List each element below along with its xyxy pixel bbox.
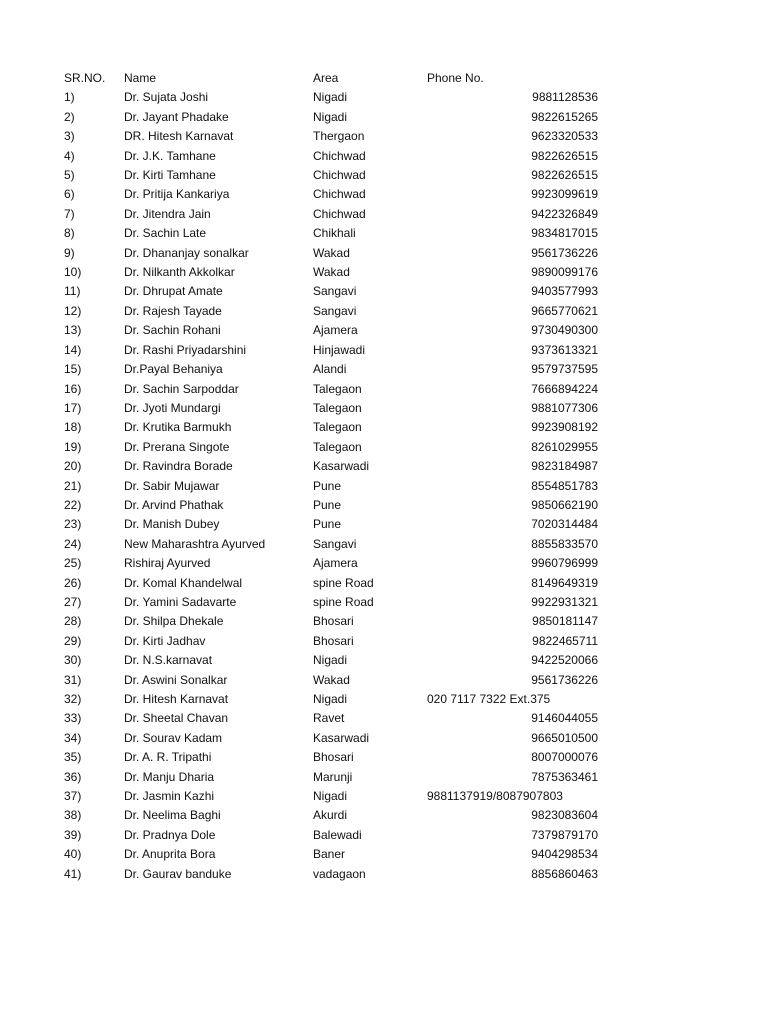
sr-no-cell: 17): [64, 400, 82, 415]
area-cell: Wakad: [313, 672, 350, 687]
name-cell: Dr. Dhananjay sonalkar: [124, 245, 249, 260]
name-cell: Dr. Yamini Sadavarte: [124, 594, 237, 609]
sr-no-cell: 21): [64, 478, 82, 493]
area-cell: Bhosari: [313, 614, 354, 629]
area-cell: Pune: [313, 517, 342, 532]
table-row: [0, 166, 768, 185]
phone-cell: 9146044055: [531, 711, 598, 726]
sr-no-cell: 41): [64, 866, 82, 881]
phone-cell: 9579737595: [531, 362, 598, 377]
table-row: [0, 787, 768, 806]
name-cell: Dr. Aswini Sonalkar: [124, 672, 228, 687]
phone-cell: 8855833570: [531, 536, 598, 551]
area-cell: Nigadi: [313, 692, 348, 706]
area-cell: Sangavi: [313, 536, 357, 551]
table-row: [0, 244, 768, 263]
sr-no-cell: 23): [64, 517, 82, 532]
sr-no-cell: 22): [64, 497, 82, 512]
name-cell: Dr. Neelima Baghi: [124, 808, 221, 823]
area-cell: spine Road: [313, 575, 374, 590]
table-row: [0, 263, 768, 282]
area-cell: Chichwad: [313, 206, 366, 221]
sr-no-cell: 33): [64, 711, 82, 726]
name-cell: Dr. Sourav Kadam: [124, 730, 223, 745]
area-cell: Wakad: [313, 265, 350, 280]
name-cell: Dr. Jayant Phadake: [124, 109, 229, 124]
sr-no-cell: 37): [64, 789, 82, 804]
phone-cell: 9730490300: [531, 323, 598, 338]
area-cell: Ajamera: [313, 556, 358, 571]
name-cell: Dr. Jyoti Mundargi: [124, 400, 221, 415]
phone-cell: 8856860463: [531, 866, 598, 881]
area-cell: Talegaon: [313, 381, 362, 396]
table-row: [0, 806, 768, 825]
table-row: [0, 88, 768, 107]
area-cell: Hinjawadi: [313, 342, 366, 357]
name-cell: Dr. Gaurav banduke: [124, 866, 232, 881]
header-name: Name: [124, 71, 157, 85]
table-row: [0, 709, 768, 728]
name-cell: Dr. Jasmin Kazhi: [124, 789, 215, 804]
phone-cell: 7666894224: [531, 381, 598, 396]
table-row: [0, 535, 768, 554]
phone-cell: 9665770621: [531, 303, 598, 318]
phone-cell: 7020314484: [531, 517, 598, 532]
sr-no-cell: 30): [64, 653, 82, 668]
table-row: [0, 418, 768, 437]
phone-cell: 9881128536: [532, 90, 598, 105]
name-cell: Dr. Pritija Kankariya: [124, 187, 230, 202]
sr-no-cell: 12): [64, 303, 82, 318]
table-row: [0, 515, 768, 534]
name-cell: Dr. Sujata Joshi: [124, 90, 209, 105]
sr-no-cell: 13): [64, 323, 82, 338]
area-cell: Nigadi: [313, 109, 348, 124]
sr-no-cell: 32): [64, 692, 82, 706]
area-cell: Pune: [313, 478, 342, 493]
name-cell: Dr. Kirti Tamhane: [124, 168, 216, 183]
table-row: [0, 554, 768, 573]
name-cell: Dr. Sachin Late: [124, 226, 207, 241]
area-cell: Chichwad: [313, 187, 366, 202]
sr-no-cell: 19): [64, 439, 82, 454]
table-row: [0, 205, 768, 224]
area-cell: Ajamera: [313, 323, 358, 338]
area-cell: Talegaon: [313, 400, 362, 415]
area-cell: Chichwad: [313, 168, 366, 183]
name-cell: Dr. Rajesh Tayade: [124, 303, 222, 318]
phone-cell: 9623320533: [531, 129, 598, 144]
phone-cell: 9422326849: [531, 206, 598, 221]
sr-no-cell: 11): [64, 284, 81, 299]
name-cell: Dr. J.K. Tamhane: [124, 148, 216, 163]
area-cell: spine Road: [313, 594, 374, 609]
area-cell: Baner: [313, 847, 346, 862]
sr-no-cell: 28): [64, 614, 82, 629]
table-row: [0, 399, 768, 418]
sr-no-cell: 27): [64, 594, 82, 609]
table-row: [0, 729, 768, 748]
sr-no-cell: 8): [64, 226, 75, 241]
name-cell: Dr. Arvind Phathak: [124, 497, 224, 512]
phone-cell: 9822626515: [531, 148, 598, 163]
phone-cell: 8007000076: [531, 750, 598, 765]
sr-no-cell: 26): [64, 575, 82, 590]
name-cell: Dr. Prerana Singote: [124, 439, 230, 454]
area-cell: Bhosari: [313, 750, 354, 765]
name-cell: Dr. Dhrupat Amate: [124, 284, 223, 299]
table-row: [0, 147, 768, 166]
sr-no-cell: 5): [64, 168, 75, 183]
table-row: [0, 593, 768, 612]
table-row: [0, 341, 768, 360]
sr-no-cell: 35): [64, 750, 82, 765]
area-cell: Chikhali: [313, 226, 356, 241]
area-cell: Balewadi: [313, 827, 362, 842]
table-row: [0, 360, 768, 379]
table-row: [0, 671, 768, 690]
phone-cell: 7875363461: [531, 769, 598, 784]
area-cell: Wakad: [313, 245, 350, 260]
phone-cell: 9834817015: [531, 226, 598, 241]
phone-cell: 9404298534: [531, 847, 598, 862]
phone-cell: 9923908192: [531, 420, 598, 435]
table-row: [0, 748, 768, 767]
phone-cell: 9665010500: [531, 730, 598, 745]
phone-cell: 020 7117 7322 Ext.375: [427, 692, 551, 706]
name-cell: Rishiraj Ayurved: [124, 556, 211, 571]
phone-cell: 9881137919/8087907803: [427, 789, 563, 804]
sr-no-cell: 3): [64, 129, 75, 144]
header-area: Area: [313, 71, 339, 85]
table-row: [0, 477, 768, 496]
table-row: [0, 302, 768, 321]
phone-cell: 9960796999: [531, 556, 598, 571]
area-cell: Kasarwadi: [313, 459, 370, 474]
table-row: [0, 826, 768, 845]
table-row: [0, 224, 768, 243]
table-row: [0, 108, 768, 127]
area-cell: Nigadi: [313, 789, 348, 804]
area-cell: Nigadi: [313, 653, 348, 668]
name-cell: Dr. Sachin Sarpoddar: [124, 381, 239, 396]
phone-cell: 7379879170: [531, 827, 598, 842]
area-cell: Kasarwadi: [313, 730, 370, 745]
name-cell: Dr. Sabir Mujawar: [124, 478, 220, 493]
sr-no-cell: 1): [64, 90, 75, 105]
sr-no-cell: 31): [64, 672, 82, 687]
name-cell: Dr. Rashi Priyadarshini: [124, 342, 247, 357]
sr-no-cell: 16): [64, 381, 82, 396]
sr-no-cell: 20): [64, 459, 82, 474]
phone-cell: 9823083604: [531, 808, 598, 823]
table-row: [0, 690, 768, 709]
table-row: [0, 380, 768, 399]
name-cell: Dr. Krutika Barmukh: [124, 420, 232, 435]
phone-cell: 9822626515: [531, 168, 598, 183]
table-row: [0, 321, 768, 340]
name-cell: Dr.Payal Behaniya: [124, 362, 223, 377]
phone-cell: 9823184987: [531, 459, 598, 474]
area-cell: Alandi: [313, 362, 347, 377]
table-row: [0, 865, 768, 884]
header-phone: Phone No.: [427, 71, 484, 85]
phone-cell: 9561736226: [531, 672, 598, 687]
area-cell: Marunji: [313, 769, 353, 784]
name-cell: Dr. Anuprita Bora: [124, 847, 216, 862]
phone-cell: 9922931321: [531, 594, 598, 609]
area-cell: Sangavi: [313, 303, 357, 318]
phone-cell: 8554851783: [531, 478, 598, 493]
name-cell: DR. Hitesh Karnavat: [124, 129, 234, 144]
table-header-row: [0, 69, 768, 88]
sr-no-cell: 2): [64, 109, 75, 124]
phone-cell: 9822465711: [532, 633, 598, 648]
table-row: [0, 632, 768, 651]
name-cell: Dr. Ravindra Borade: [124, 459, 233, 474]
phone-cell: 9422520066: [531, 653, 598, 668]
table-row: [0, 768, 768, 787]
sr-no-cell: 15): [64, 362, 82, 377]
sr-no-cell: 34): [64, 730, 82, 745]
area-cell: Chichwad: [313, 148, 366, 163]
sr-no-cell: 29): [64, 633, 82, 648]
sr-no-cell: 24): [64, 536, 82, 551]
table-row: [0, 651, 768, 670]
name-cell: Dr. Sachin Rohani: [124, 323, 221, 338]
header-sr-no: SR.NO.: [64, 71, 106, 85]
sr-no-cell: 18): [64, 420, 82, 435]
area-cell: Talegaon: [313, 439, 362, 454]
area-cell: Akurdi: [313, 808, 348, 823]
name-cell: Dr. Manish Dubey: [124, 517, 220, 532]
sr-no-cell: 4): [64, 148, 75, 163]
phone-cell: 8149649319: [531, 575, 598, 590]
sr-no-cell: 36): [64, 769, 82, 784]
sr-no-cell: 6): [64, 187, 75, 202]
phone-cell: 9850181147: [532, 614, 598, 629]
name-cell: Dr. Hitesh Karnavat: [124, 692, 229, 706]
name-cell: Dr. Komal Khandelwal: [124, 575, 243, 590]
area-cell: Bhosari: [313, 633, 354, 648]
table-row: [0, 282, 768, 301]
table-row: [0, 438, 768, 457]
table-row: [0, 457, 768, 476]
phone-cell: 8261029955: [531, 439, 598, 454]
area-cell: Talegaon: [313, 420, 362, 435]
sr-no-cell: 25): [64, 556, 82, 571]
area-cell: vadagaon: [313, 866, 366, 881]
name-cell: Dr. Manju Dharia: [124, 769, 215, 784]
area-cell: Pune: [313, 497, 342, 512]
table-row: [0, 496, 768, 515]
sr-no-cell: 9): [64, 245, 75, 260]
name-cell: Dr. A. R. Tripathi: [124, 750, 212, 765]
sr-no-cell: 10): [64, 265, 82, 280]
area-cell: Ravet: [313, 711, 345, 726]
name-cell: Dr. Pradnya Dole: [124, 827, 216, 842]
phone-cell: 9850662190: [531, 497, 598, 512]
name-cell: Dr. N.S.karnavat: [124, 653, 213, 668]
area-cell: Nigadi: [313, 90, 348, 105]
doctor-list-table: [0, 69, 768, 884]
name-cell: Dr. Sheetal Chavan: [124, 711, 229, 726]
table-body: [0, 88, 768, 884]
sr-no-cell: 38): [64, 808, 82, 823]
name-cell: New Maharashtra Ayurved: [124, 536, 266, 551]
name-cell: Dr. Nilkanth Akkolkar: [124, 265, 235, 280]
sr-no-cell: 40): [64, 847, 82, 862]
phone-cell: 9403577993: [531, 284, 598, 299]
area-cell: Thergaon: [313, 129, 365, 144]
phone-cell: 9881077306: [531, 400, 598, 415]
table-row: [0, 845, 768, 864]
table-row: [0, 127, 768, 146]
phone-cell: 9373613321: [531, 342, 598, 357]
table-row: [0, 185, 768, 204]
phone-cell: 9923099619: [531, 187, 598, 202]
table-row: [0, 612, 768, 631]
name-cell: Dr. Kirti Jadhav: [124, 633, 206, 648]
name-cell: Dr. Shilpa Dhekale: [124, 614, 224, 629]
table-row: [0, 574, 768, 593]
phone-cell: 9822615265: [531, 109, 598, 124]
area-cell: Sangavi: [313, 284, 357, 299]
sr-no-cell: 14): [64, 342, 82, 357]
phone-cell: 9890099176: [531, 265, 598, 280]
sr-no-cell: 39): [64, 827, 82, 842]
sr-no-cell: 7): [64, 206, 75, 221]
phone-cell: 9561736226: [531, 245, 598, 260]
name-cell: Dr. Jitendra Jain: [124, 206, 211, 221]
